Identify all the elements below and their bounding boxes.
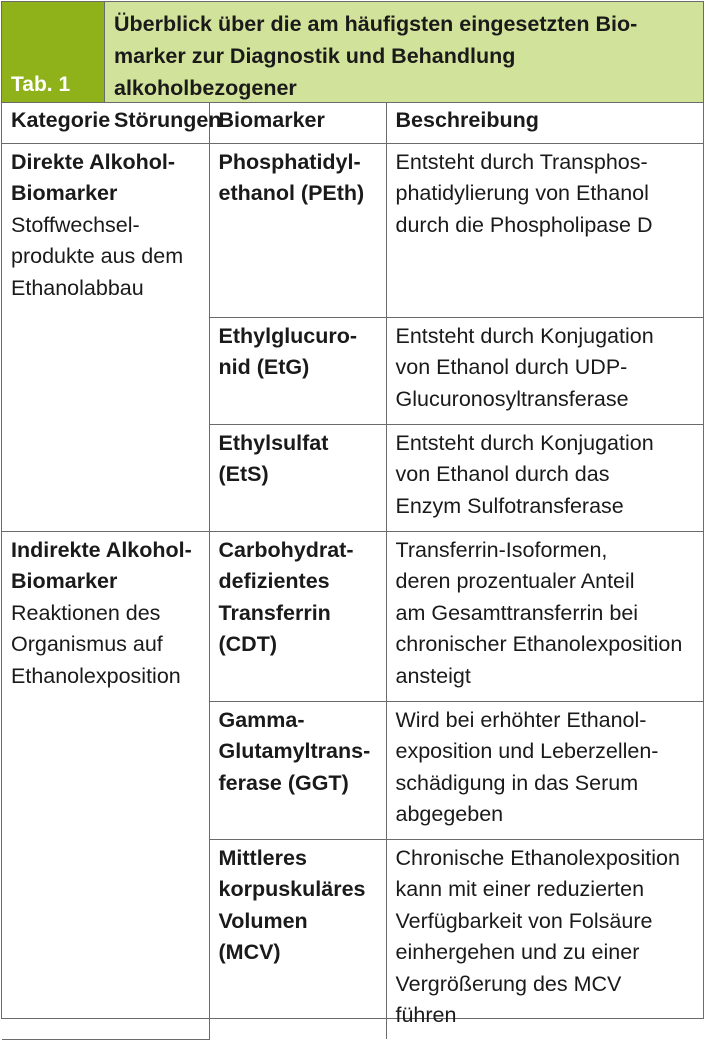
biomarker-description: Wird bei erhöhter Ethanol- exposition und Leberzellen- schädigung in das Serum abgegeben <box>395 708 659 827</box>
biomarker-cell <box>209 532 386 702</box>
column-header-row <box>2 103 703 144</box>
biomarker-description: Entsteht durch Konjugation von Ethanol durch UDP- Glucuronosyltransferase <box>395 324 654 411</box>
description-cell <box>386 318 703 425</box>
description-cell <box>386 840 703 1040</box>
column-header-biomarker: Biomarker <box>209 103 386 144</box>
biomarker-table <box>2 103 703 1040</box>
biomarker-table-figure <box>1 1 704 1028</box>
category-name: Indirekte Alkohol- Biomarker <box>11 538 192 594</box>
biomarker-cell <box>209 702 386 840</box>
category-cell-direct <box>2 144 209 532</box>
biomarker-cell <box>209 425 386 532</box>
biomarker-cell <box>209 144 386 318</box>
category-name: Direkte Alkohol- Biomarker <box>11 150 176 206</box>
biomarker-cell <box>209 318 386 425</box>
biomarker-name: Phosphatidyl- ethanol (PEth) <box>218 150 365 206</box>
category-cell-indirect <box>2 532 209 1040</box>
biomarker-name: Ethylglucuro- nid (EtG) <box>218 324 358 380</box>
table-number-label: Tab. 1 <box>2 2 105 102</box>
biomarker-name: Carbohydrat- defizientes Transferrin (CDT) <box>218 538 354 657</box>
description-cell <box>386 532 703 702</box>
biomarker-description: Entsteht durch Transphos- phatidylierung von Ethanol durch die Phospholipase D <box>395 150 653 237</box>
biomarker-description: Transferrin-Isoformen, deren prozentualer Anteil am Gesamttransferrin bei chronischer Ethanolexposition ansteigt <box>395 538 683 688</box>
description-cell <box>386 702 703 840</box>
column-header-kategorie: Kategorie <box>2 103 209 144</box>
column-header-beschreibung: Beschreibung <box>386 103 703 144</box>
biomarker-cell <box>209 840 386 1040</box>
biomarker-name: Gamma- Glutamyltrans- ferase (GGT) <box>218 708 371 795</box>
biomarker-description: Chronische Ethanolexposition kann mit einer reduzierten Verfügbarkeit von Folsäure einhergehen und zu einer Vergrößerung des MCV führen <box>395 846 680 1028</box>
category-description: Stoffwechsel- produkte aus dem Ethanolabbau <box>11 212 184 300</box>
biomarker-name: Mittleres korpuskuläres Volumen (MCV) <box>218 846 366 965</box>
table-row <box>2 144 703 318</box>
description-cell <box>386 144 703 318</box>
category-description: Reaktionen des Organismus auf Ethanolexposition <box>11 600 181 688</box>
table-row <box>2 532 703 702</box>
biomarker-description: Entsteht durch Konjugation von Ethanol durch das Enzym Sulfotransferase <box>395 431 654 518</box>
description-cell <box>386 425 703 532</box>
biomarker-name: Ethylsulfat (EtS) <box>218 431 329 487</box>
table-title-text: Überblick über die am häufigsten eingesetzten Bio- marker zur Diagnostik und Behandlung alkoholbezogener Störungen <box>114 12 638 132</box>
